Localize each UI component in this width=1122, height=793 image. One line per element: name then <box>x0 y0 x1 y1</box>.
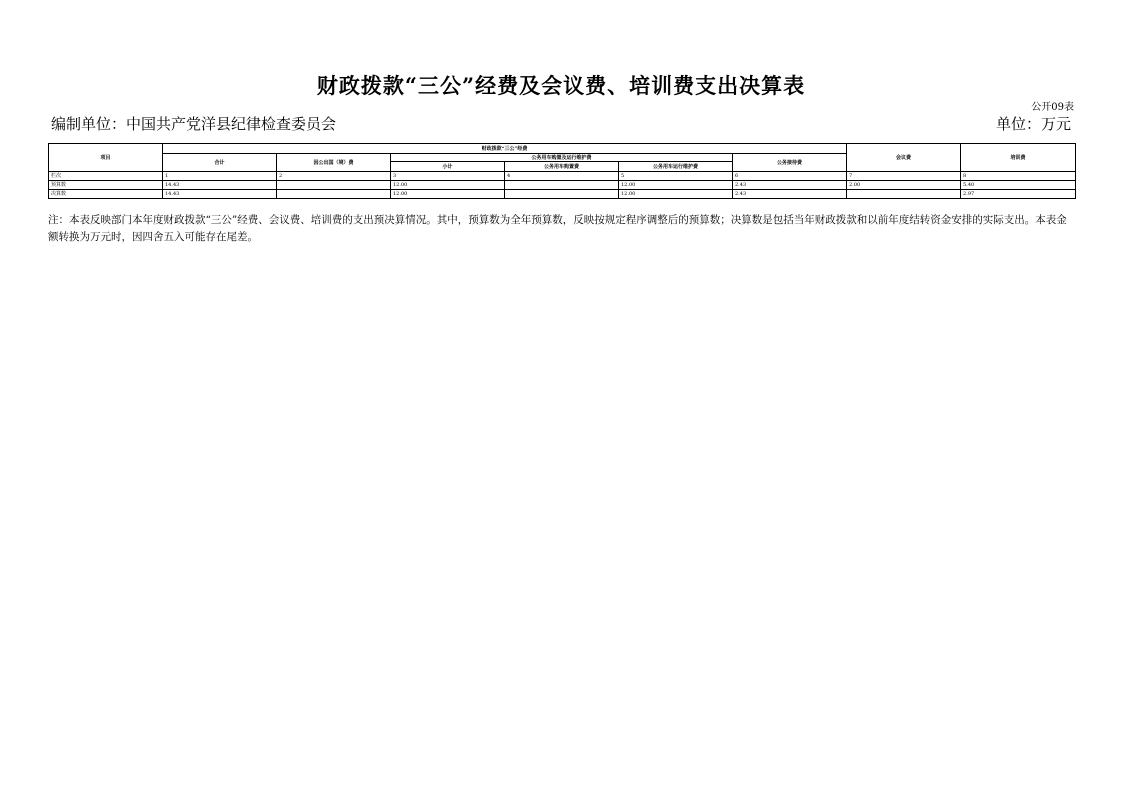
cell-vehicle-purchase <box>505 190 619 199</box>
header-vehicle-group: 公务用车购置及运行维护费 <box>391 154 733 162</box>
cell-abroad <box>277 190 391 199</box>
header-vehicle-operation: 公务用车运行维护费 <box>619 162 733 172</box>
cell-abroad <box>277 181 391 190</box>
cell-reception: 2.43 <box>733 181 847 190</box>
header-subtotal: 小计 <box>391 162 505 172</box>
organization-label: 编制单位：中国共产党洋县纪律检查委员会 <box>51 115 337 133</box>
cell-abroad: 2 <box>277 172 391 181</box>
cell-meeting: 7 <box>847 172 961 181</box>
cell-total: 1 <box>163 172 277 181</box>
cell-vehicle-operation: 12.00 <box>619 190 733 199</box>
header-meeting-fee: 会议费 <box>847 144 961 172</box>
cell-subtotal: 3 <box>391 172 505 181</box>
row-label: 预算数 <box>49 181 163 190</box>
row-label: 决算数 <box>49 190 163 199</box>
header-three-public-group: 财政拨款“三公”经费 <box>163 144 847 154</box>
cell-subtotal: 12.00 <box>391 190 505 199</box>
header-total: 合计 <box>163 154 277 172</box>
cell-total: 14.43 <box>163 181 277 190</box>
cell-vehicle-purchase: 4 <box>505 172 619 181</box>
cell-training: 8 <box>961 172 1076 181</box>
header-item: 项目 <box>49 144 163 172</box>
cell-reception: 2.43 <box>733 190 847 199</box>
cell-vehicle-purchase <box>505 181 619 190</box>
header-training-fee: 培训费 <box>961 144 1076 172</box>
unit-label: 单位：万元 <box>995 115 1071 133</box>
header-abroad-fee: 因公出国（境）费 <box>277 154 391 172</box>
form-code: 公开09表 <box>1031 102 1074 113</box>
cell-reception: 6 <box>733 172 847 181</box>
cell-training: 2.97 <box>961 190 1076 199</box>
table-row <box>49 190 1076 199</box>
footnote: 注：本表反映部门本年度财政拨款“三公”经费、会议费、培训费的支出预决算情况。其中，预算数为全年预算数，反映按规定程序调整后的预算数；决算数是包括当年财政拨款和以前年度结转资金安排的实际支出。本表金额转换为万元时，因四舍五入可能存在尾差。 <box>48 214 1067 243</box>
table-row <box>49 181 1076 190</box>
row-label: 栏次 <box>49 172 163 181</box>
cell-subtotal: 12.00 <box>391 181 505 190</box>
cell-meeting <box>847 190 961 199</box>
table-row <box>49 172 1076 181</box>
cell-total: 14.43 <box>163 190 277 199</box>
cell-vehicle-operation: 12.00 <box>619 181 733 190</box>
cell-vehicle-operation: 5 <box>619 172 733 181</box>
page-title: 财政拨款“三公”经费及会议费、培训费支出决算表 <box>316 73 806 98</box>
expenditure-table <box>48 143 1076 199</box>
header-vehicle-purchase: 公务用车购置费 <box>505 162 619 172</box>
cell-training: 5.40 <box>961 181 1076 190</box>
header-reception-fee: 公务接待费 <box>733 154 847 172</box>
cell-meeting: 2.00 <box>847 181 961 190</box>
